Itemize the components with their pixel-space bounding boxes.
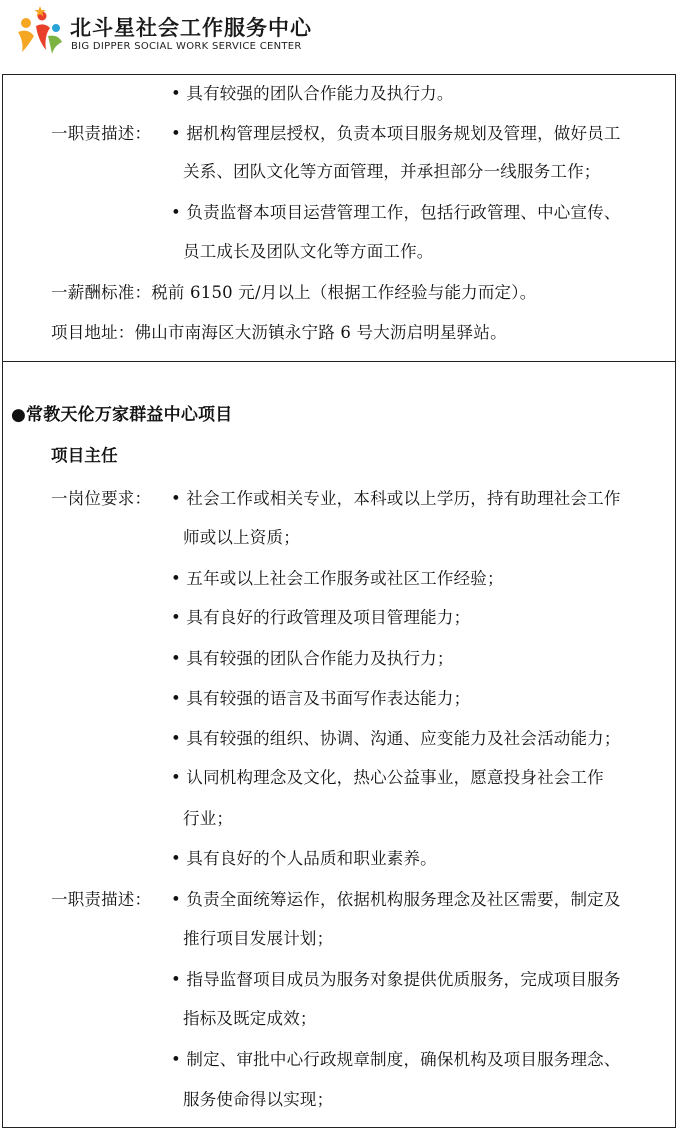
duty-item: • 据机构管理层授权，负责本项目服务规划及管理，做好员工	[171, 124, 621, 143]
requirement-item: • 具有较强的语言及书面写作表达能力；	[171, 689, 471, 708]
duty-item: • 制定、审批中心行政规章制度，确保机构及项目服务理念、	[171, 1050, 621, 1069]
salary-line: 一薪酬标准：税前 6150 元/月以上（根据工作经验与能力而定）。	[51, 283, 537, 302]
requirement-item: • 具有较强的团队合作能力及执行力。	[171, 84, 454, 103]
duty-item-cont: 指标及既定成效；	[183, 1009, 317, 1028]
page-header	[0, 0, 680, 62]
duty-label: 一职责描述：	[51, 124, 152, 143]
position-title: 项目主任	[51, 446, 118, 465]
big-dipper-logo-icon	[14, 6, 66, 58]
content-frame	[2, 74, 676, 1128]
requirement-item: • 具有良好的行政管理及项目管理能力；	[171, 608, 471, 627]
requirements-label: 一岗位要求：	[51, 489, 152, 508]
address-line: 项目地址：佛山市南海区大沥镇永宁路 6 号大沥启明星驿站。	[51, 323, 507, 342]
duty-item: • 指导监督项目成员为服务对象提供优质服务，完成项目服务	[171, 970, 621, 989]
duty-item-cont: 员工成长及团队文化等方面工作。	[183, 242, 434, 261]
requirement-item: • 具有较强的团队合作能力及执行力；	[171, 649, 454, 668]
requirement-item: • 五年或以上社会工作服务或社区工作经验；	[171, 569, 504, 588]
brand-name-cn: 北斗星社会工作服务中心	[70, 16, 312, 40]
requirement-item: • 社会工作或相关专业，本科或以上学历，持有助理社会工作	[171, 489, 621, 508]
brand-name-en: BIG DIPPER SOCIAL WORK SERVICE CENTER	[71, 41, 302, 52]
requirement-item: • 具有良好的个人品质和职业素养。	[171, 849, 437, 868]
duty-item: • 负责全面统筹运作，依据机构服务理念及社区需要，制定及	[171, 890, 621, 909]
requirement-item-cont: 行业；	[183, 809, 234, 828]
duty-item: • 负责监督本项目运营管理工作，包括行政管理、中心宣传、	[171, 203, 621, 222]
duty-item-cont: 关系、团队文化等方面管理，并承担部分一线服务工作；	[183, 162, 601, 181]
duty-item-cont: 服务使命得以实现；	[183, 1090, 334, 1109]
requirement-item: • 具有较强的组织、协调、沟通、应变能力及社会活动能力；	[171, 729, 621, 748]
requirement-item-cont: 师或以上资质；	[183, 528, 300, 547]
duty-label: 一职责描述：	[51, 890, 152, 909]
project-title: ●常教天伦万家群益中心项目	[11, 405, 233, 425]
duty-item-cont: 推行项目发展计划；	[183, 929, 334, 948]
requirement-item: • 认同机构理念及文化，热心公益事业，愿意投身社会工作	[171, 768, 604, 787]
section-divider	[3, 361, 675, 362]
